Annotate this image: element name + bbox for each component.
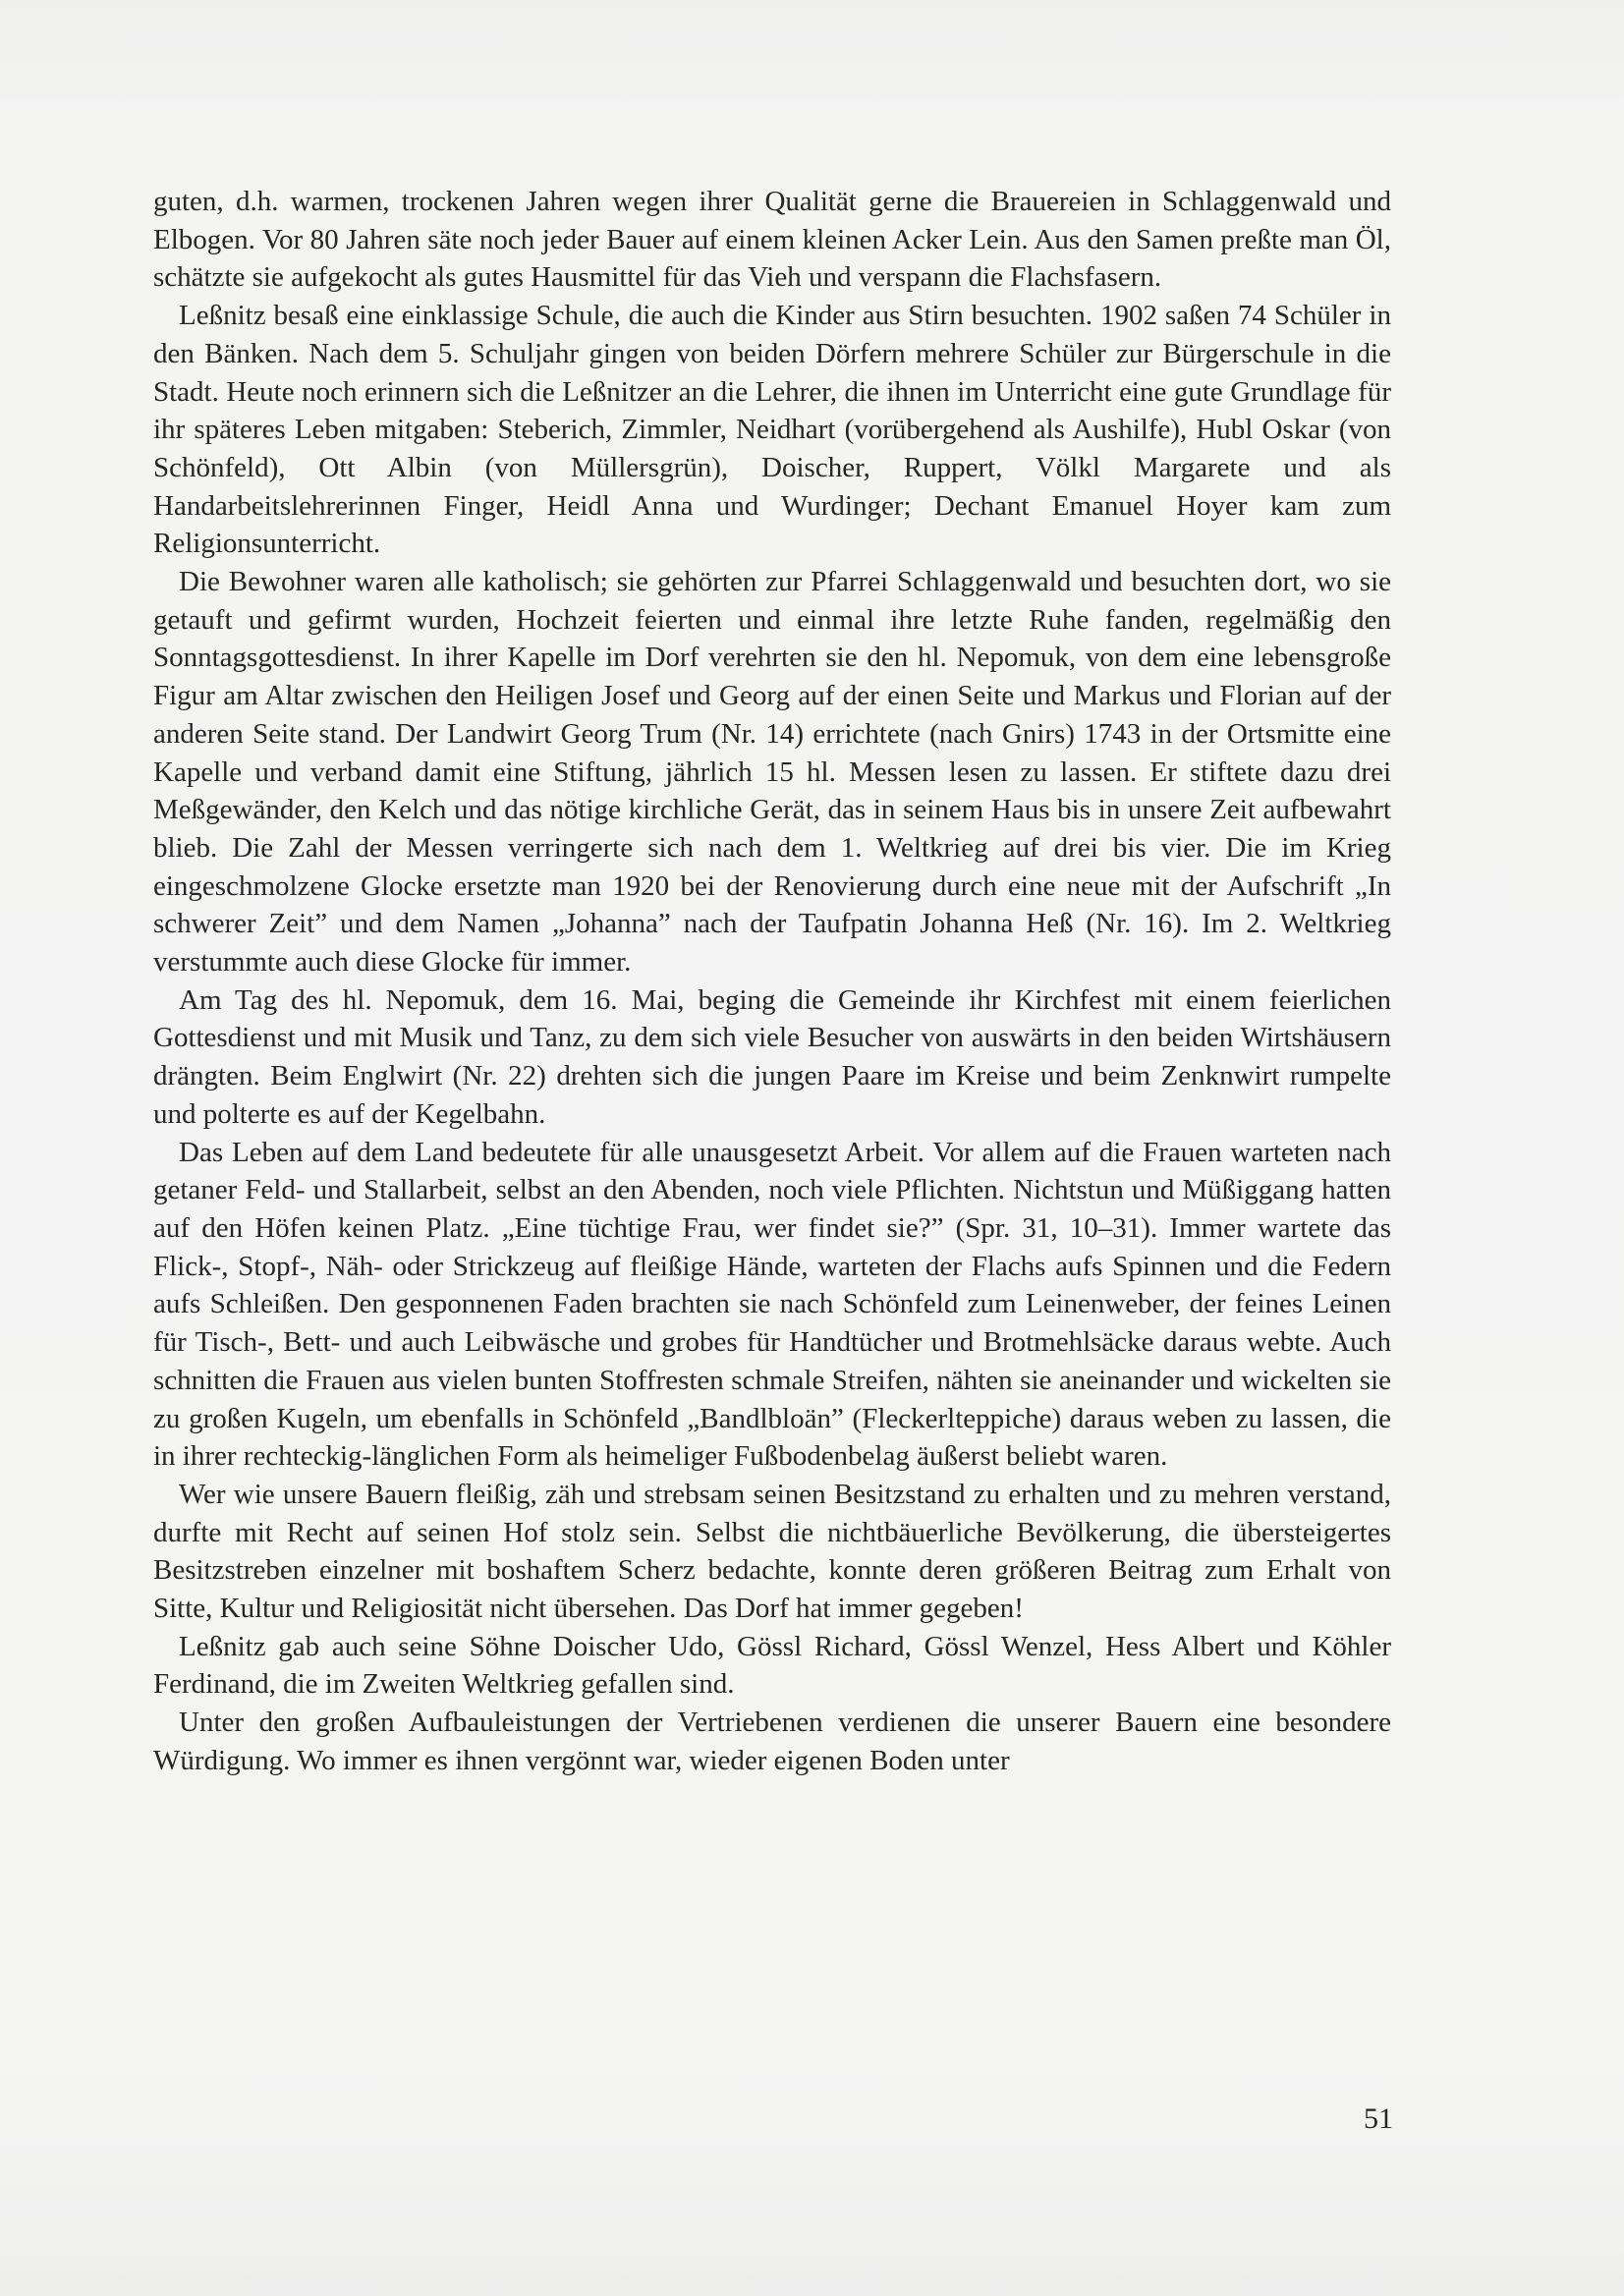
paragraph-church-chapel: Die Bewohner waren alle katholisch; sie gehörten zur Pfarrei Schlaggenwald und besuchten dort, wo sie getauft und gefirmt wurden, Hochzeit feierten und einmal ihre letzte Ruhe fanden, regelmäßig den Sonntagsgottesdienst. In ihrer Kapelle im Dorf verehrten sie den hl. Nepomuk, von dem eine lebensgroße Figur am Altar zwischen den Heiligen Josef und Georg auf der einen Seite und Markus und Florian auf der anderen Seite stand. Der Landwirt Georg Trum (Nr. 14) errichtete (nach Gnirs) 1743 in der Ortsmitte eine Kapelle und verband damit eine Stiftung, jährlich 15 hl. Messen lesen zu lassen. Er stiftete dazu drei Meßgewänder, den Kelch und das nötige kirchliche Gerät, das in seinem Haus bis in unsere Zeit aufbewahrt blieb. Die Zahl der Messen verringerte sich nach dem 1. Weltkrieg auf drei bis vier. Die im Krieg eingeschmolzene Glocke ersetzte man 1920 bei der Renovierung durch eine neue mit der Aufschrift „In schwerer Zeit” und dem Namen „Johanna” nach der Taufpatin Johanna Heß (Nr. 16). Im 2. Weltkrieg verstummte auch diese Glocke für immer. — [153, 566, 1391, 979]
paragraph-brewing-flax: guten, d.h. warmen, trockenen Jahren wegen ihrer Qualität gerne die Brauereien in Schlaggenwald und Elbogen. Vor 80 Jahren säte noch jeder Bauer auf einem kleinen Acker Lein. Aus den Samen preßte man Öl, schätzte sie aufgekocht als gutes Hausmittel für das Vieh und verspann die Flachsfasern. — [153, 186, 1391, 294]
paragraph-farmers-pride: Wer wie unsere Bauern fleißig, zäh und strebsam seinen Besitzstand zu erhalten und zu mehren verstand, durfte mit Recht auf seinen Hof stolz sein. Selbst die nichtbäuerliche Bevölkerung, die übersteigertes Besitzstreben einzelner mit boshaftem Scherz bedachte, konnte deren größeren Beitrag zum Erhalt von Sitte, Kultur und Religiosität nicht übersehen. Das Dorf hat immer gegeben! — [153, 1478, 1391, 1625]
paragraph-school: Leßnitz besaß eine einklassige Schule, die auch die Kinder aus Stirn besuchten. 1902 saßen 74 Schüler in den Bänken. Nach dem 5. Schuljahr gingen von beiden Dörfern mehrere Schüler zur Bürgerschule in die Stadt. Heute noch erinnern sich die Leßnitzer an die Lehrer, die ihnen im Unterricht eine gute Grundlage für ihr späteres Leben mitgaben: Steberich, Zimmler, Neidhart (vorübergehend als Aushilfe), Hubl Oskar (von Schönfeld), Ott Albin (von Müllersgrün), Doischer, Ruppert, Völkl Margarete und als Handarbeitslehrerinnen Finger, Heidl Anna und Wurdinger; Dechant Emanuel Hoyer kam zum Religionsunterricht. — [153, 300, 1391, 560]
body-text — [153, 183, 1391, 1780]
paragraph-reconstruction: Unter den großen Aufbauleistungen der Vertriebenen verdienen die unserer Bauern eine besondere Würdigung. Wo immer es ihnen vergönnt war, wieder eigenen Boden unter — [153, 1707, 1391, 1776]
page-number: 51 — [1364, 2102, 1393, 2135]
paragraph-fallen-sons: Leßnitz gab auch seine Söhne Doischer Udo, Gössl Richard, Gössl Wenzel, Hess Albert und Köhler Ferdinand, die im Zweiten Weltkrieg gefallen sind. — [153, 1630, 1391, 1701]
paragraph-church-festival: Am Tag des hl. Nepomuk, dem 16. Mai, beging die Gemeinde ihr Kirchfest mit einem feierlichen Gottesdienst und mit Musik und Tanz, zu dem sich viele Besucher von auswärts in den beiden Wirtshäusern drängten. Beim Englwirt (Nr. 22) drehten sich die jungen Paare im Kreise und beim Zenknwirt rumpelte und polterte es auf der Kegelbahn. — [153, 983, 1391, 1130]
paragraph-rural-work: Das Leben auf dem Land bedeutete für alle unausgesetzt Arbeit. Vor allem auf die Frauen warteten nach getaner Feld- und Stallarbeit, selbst an den Abenden, noch viele Pflichten. Nichtstun und Müßiggang hatten auf den Höfen keinen Platz. „Eine tüchtige Frau, wer findet sie?” (Spr. 31, 10–31). Immer wartete das Flick-, Stopf-, Näh- oder Strickzeug auf fleißige Hände, warteten der Flachs aufs Spinnen und die Federn aufs Schleißen. Den gesponnenen Faden brachten sie nach Schönfeld zum Leinenweber, der feines Leinen für Tisch-, Bett- und auch Leibwäsche und grobes für Handtücher und Brotmehlsäcke daraus webte. Auch schnitten die Frauen aus vielen bunten Stoffresten schmale Streifen, nähten sie aneinander und wickelten sie zu großen Kugeln, um ebenfalls in Schönfeld „Bandlbloän” (Fleckerlteppiche) daraus weben zu lassen, die in ihrer rechteckig-länglichen Form als heimeliger Fußbodenbelag äußerst beliebt waren. — [153, 1136, 1391, 1473]
